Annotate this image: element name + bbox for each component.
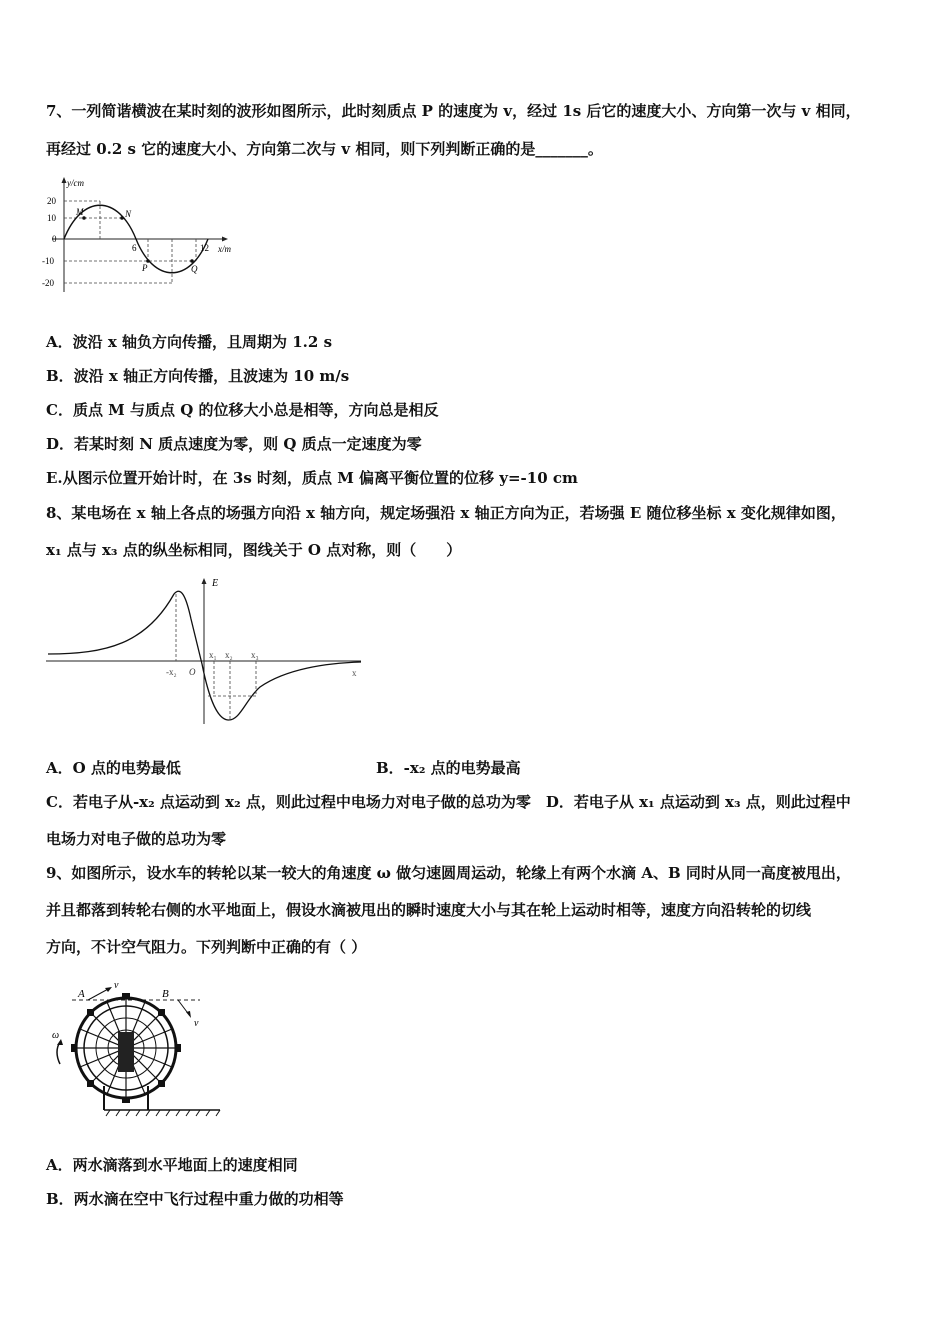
q9-label-v-top: v xyxy=(114,980,119,991)
q7-option-b: B．波沿 x 轴正方向传播，且波速为 10 m/s xyxy=(46,367,350,385)
q8-e-label: E xyxy=(212,578,219,589)
q9-label-v-right: v xyxy=(194,1018,199,1029)
q8-option-d-cont: 电场力对电子做的总功为零 xyxy=(46,830,227,848)
q9-label-omega: ω xyxy=(52,1030,60,1041)
q8-option-cd: C．若电子从-x₂ 点运动到 x₂ 点，则此过程中电场力对电子做的总功为零 D．若电子从 x₁ 点运动到 x₃ 点，则此过程中 xyxy=(46,793,851,811)
q7-ytick-20: 20 xyxy=(47,196,56,206)
q8-option-a: A．O 点的电势最低 xyxy=(46,759,181,777)
q7-option-e: E.从图示位置开始计时，在 3s 时刻，质点 M 偏离平衡位置的位移 y=-10 cm xyxy=(46,469,578,487)
q7-stem-line1: 7、一列简谐横波在某时刻的波形如图所示，此时刻质点 P 的速度为 v，经过 1s 后它的速度大小、方向第一次与 v 相同， xyxy=(46,102,861,120)
q7-point-M: M xyxy=(76,207,84,217)
q7-ytick-neg10: -10 xyxy=(42,256,54,266)
q8-label-x3: x₃ xyxy=(251,650,259,660)
q7-xtick-12: 12 xyxy=(200,243,209,253)
q7-ytick-10: 10 xyxy=(47,213,56,223)
q7-xtick-6: 6 xyxy=(132,243,137,253)
q8-stem-line1: 8、某电场在 x 轴上各点的场强方向沿 x 轴方向，规定场强沿 x 轴正方向为正，若场强 E 随位移坐标 x 变化规律如图， xyxy=(46,504,846,522)
q8-label-neg-x2: -x₂ xyxy=(166,667,177,677)
q7-x-axis-arrow xyxy=(222,237,228,242)
q7-point-N: N xyxy=(125,209,132,219)
q9-stem-line2: 并且都落到转轮右侧的水平地面上，假设水滴被甩出的瞬时速度大小与其在轮上运动时相等，速度方向沿转轮的切线 xyxy=(46,901,812,919)
q9-option-b: B．两水滴在空中飞行过程中重力做的功相等 xyxy=(46,1190,344,1208)
q9-stem-line1: 9、如图所示，设水车的转轮以某一较大的角速度 ω 做匀速圆周运动，轮缘上有两个水滴 A、B 同时从同一高度被甩出， xyxy=(46,864,851,882)
q9-label-B: B xyxy=(162,988,169,1000)
q8-label-x1: x₁ xyxy=(209,650,217,660)
q7-point-Q: Q xyxy=(191,264,198,274)
q9-option-a: A．两水滴落到水平地面上的速度相同 xyxy=(46,1156,298,1174)
q8-option-b: B．-x₂ 点的电势最高 xyxy=(376,759,521,777)
q9-waterwheel-figure xyxy=(44,976,224,1120)
q7-ylabel: y/cm xyxy=(67,178,84,188)
q7-ytick-0: 0 xyxy=(52,234,57,244)
q8-x-label: x xyxy=(352,668,357,678)
q7-point-P: P xyxy=(142,263,148,273)
q8-field-figure xyxy=(46,574,366,734)
q8-origin-label: O xyxy=(189,667,196,677)
q7-wave-figure xyxy=(36,174,246,296)
q7-y-axis-arrow xyxy=(62,177,67,183)
q7-xlabel: x/m xyxy=(218,244,231,254)
q7-option-a: A．波沿 x 轴负方向传播，且周期为 1.2 s xyxy=(46,333,333,351)
q7-option-d: D．若某时刻 N 质点速度为零，则 Q 质点一定速度为零 xyxy=(46,435,422,453)
q8-label-x2: x₂ xyxy=(225,650,233,660)
q8-stem-line2: x₁ 点与 x₃ 点的纵坐标相同，图线关于 O 点对称，则（ ） xyxy=(46,541,462,559)
q9-stem-line3: 方向，不计空气阻力。下列判断中正确的有（ ） xyxy=(46,938,367,956)
q7-stem-line2: 再经过 0.2 s 它的速度大小、方向第二次与 v 相同，则下列判断正确的是_______。 xyxy=(46,140,603,158)
q7-ytick-neg20: -20 xyxy=(42,278,54,288)
q7-option-c: C．质点 M 与质点 Q 的位移大小总是相等，方向总是相反 xyxy=(46,401,439,419)
q9-label-A: A xyxy=(78,988,85,1000)
